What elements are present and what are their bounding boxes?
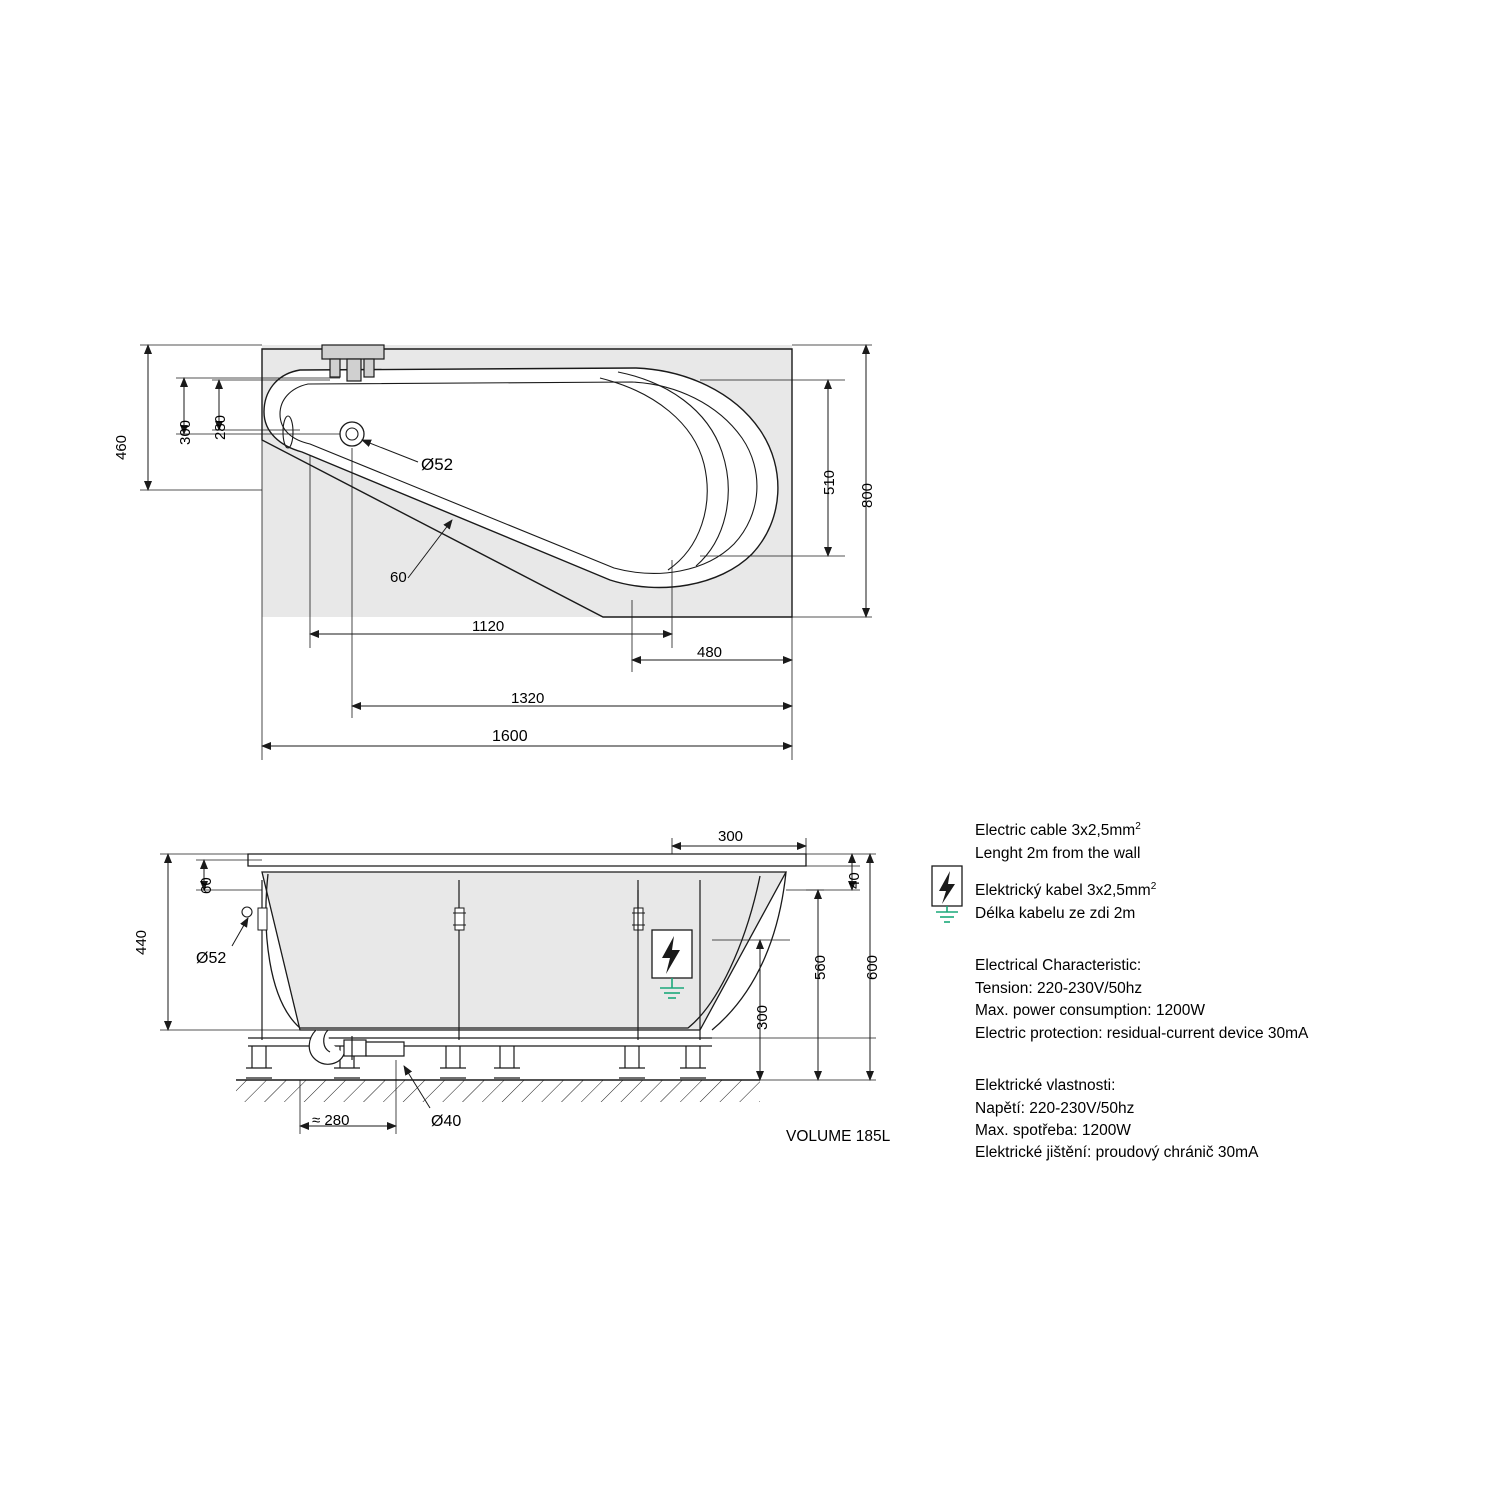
cable-en-superscript: 2	[1135, 821, 1141, 832]
dim-480: 480	[697, 644, 723, 661]
cable-en-line1: Electric cable $3x2,5mm^2$	[975, 821, 1141, 840]
dim-560: 560	[812, 954, 829, 980]
dim-800: 800	[859, 482, 876, 508]
dim-280: 280	[212, 414, 229, 440]
dim-1320: 1320	[511, 690, 545, 707]
dim-460: 460	[113, 434, 130, 460]
dim-60-top: 60	[390, 569, 407, 586]
volume-label: VOLUME 185L	[786, 1128, 891, 1145]
dim-1120: 1120	[472, 618, 505, 635]
dim-diameter-52-top: Ø52	[421, 455, 454, 474]
dim-diameter-40: Ø40	[431, 1113, 462, 1130]
dim-40: 40	[846, 872, 863, 889]
electrical-cz-line-1: Max. spotřeba: 1200W	[975, 1122, 1131, 1139]
cable-en-line2: Lenght 2m from the wall	[975, 844, 1141, 862]
dim-440: 440	[133, 929, 150, 955]
dim-300-top-side: 300	[718, 828, 744, 845]
cable-cz-superscript: 2	[1150, 881, 1157, 893]
dim-300-top: 300	[177, 419, 194, 445]
cable-cz-line2: Délka kabelu ze zdi 2m	[975, 904, 1136, 922]
specs-bolt-icon	[932, 866, 962, 922]
electrical-en-line-2: Electric protection: residual-current device 30mA	[975, 1024, 1309, 1042]
electrical-cz-line-0: Napětí: 220-230V/50hz	[975, 1099, 1135, 1117]
specifications-panel	[975, 820, 1455, 1165]
electrical-en-title: Electrical Characteristic:	[975, 957, 1142, 975]
electrical-cz-title: Elektrické vlastnosti:	[975, 1077, 1116, 1095]
top-view-group	[140, 345, 872, 760]
cable-cz-line1: Elektrický kabel $3x2,5mm^2$	[975, 881, 1157, 900]
electrical-en-line-0: Tension: 220-230V/50hz	[975, 979, 1143, 997]
dim-300-side: 300	[754, 1004, 771, 1030]
dim-approx-280: ≈ 280	[312, 1112, 350, 1129]
dim-600: 600	[864, 954, 881, 980]
dim-1600: 1600	[492, 728, 528, 745]
electrical-en-line-1: Max. power consumption: 1200W	[975, 1002, 1206, 1020]
dim-diameter-52-side: Ø52	[196, 950, 227, 967]
electrical-cz-line-2: Elektrické jištění: proudový chránič 30mA	[975, 1144, 1259, 1162]
dim-510: 510	[821, 469, 838, 495]
side-view-group	[160, 838, 876, 1134]
dim-60-side: 60	[198, 877, 215, 894]
